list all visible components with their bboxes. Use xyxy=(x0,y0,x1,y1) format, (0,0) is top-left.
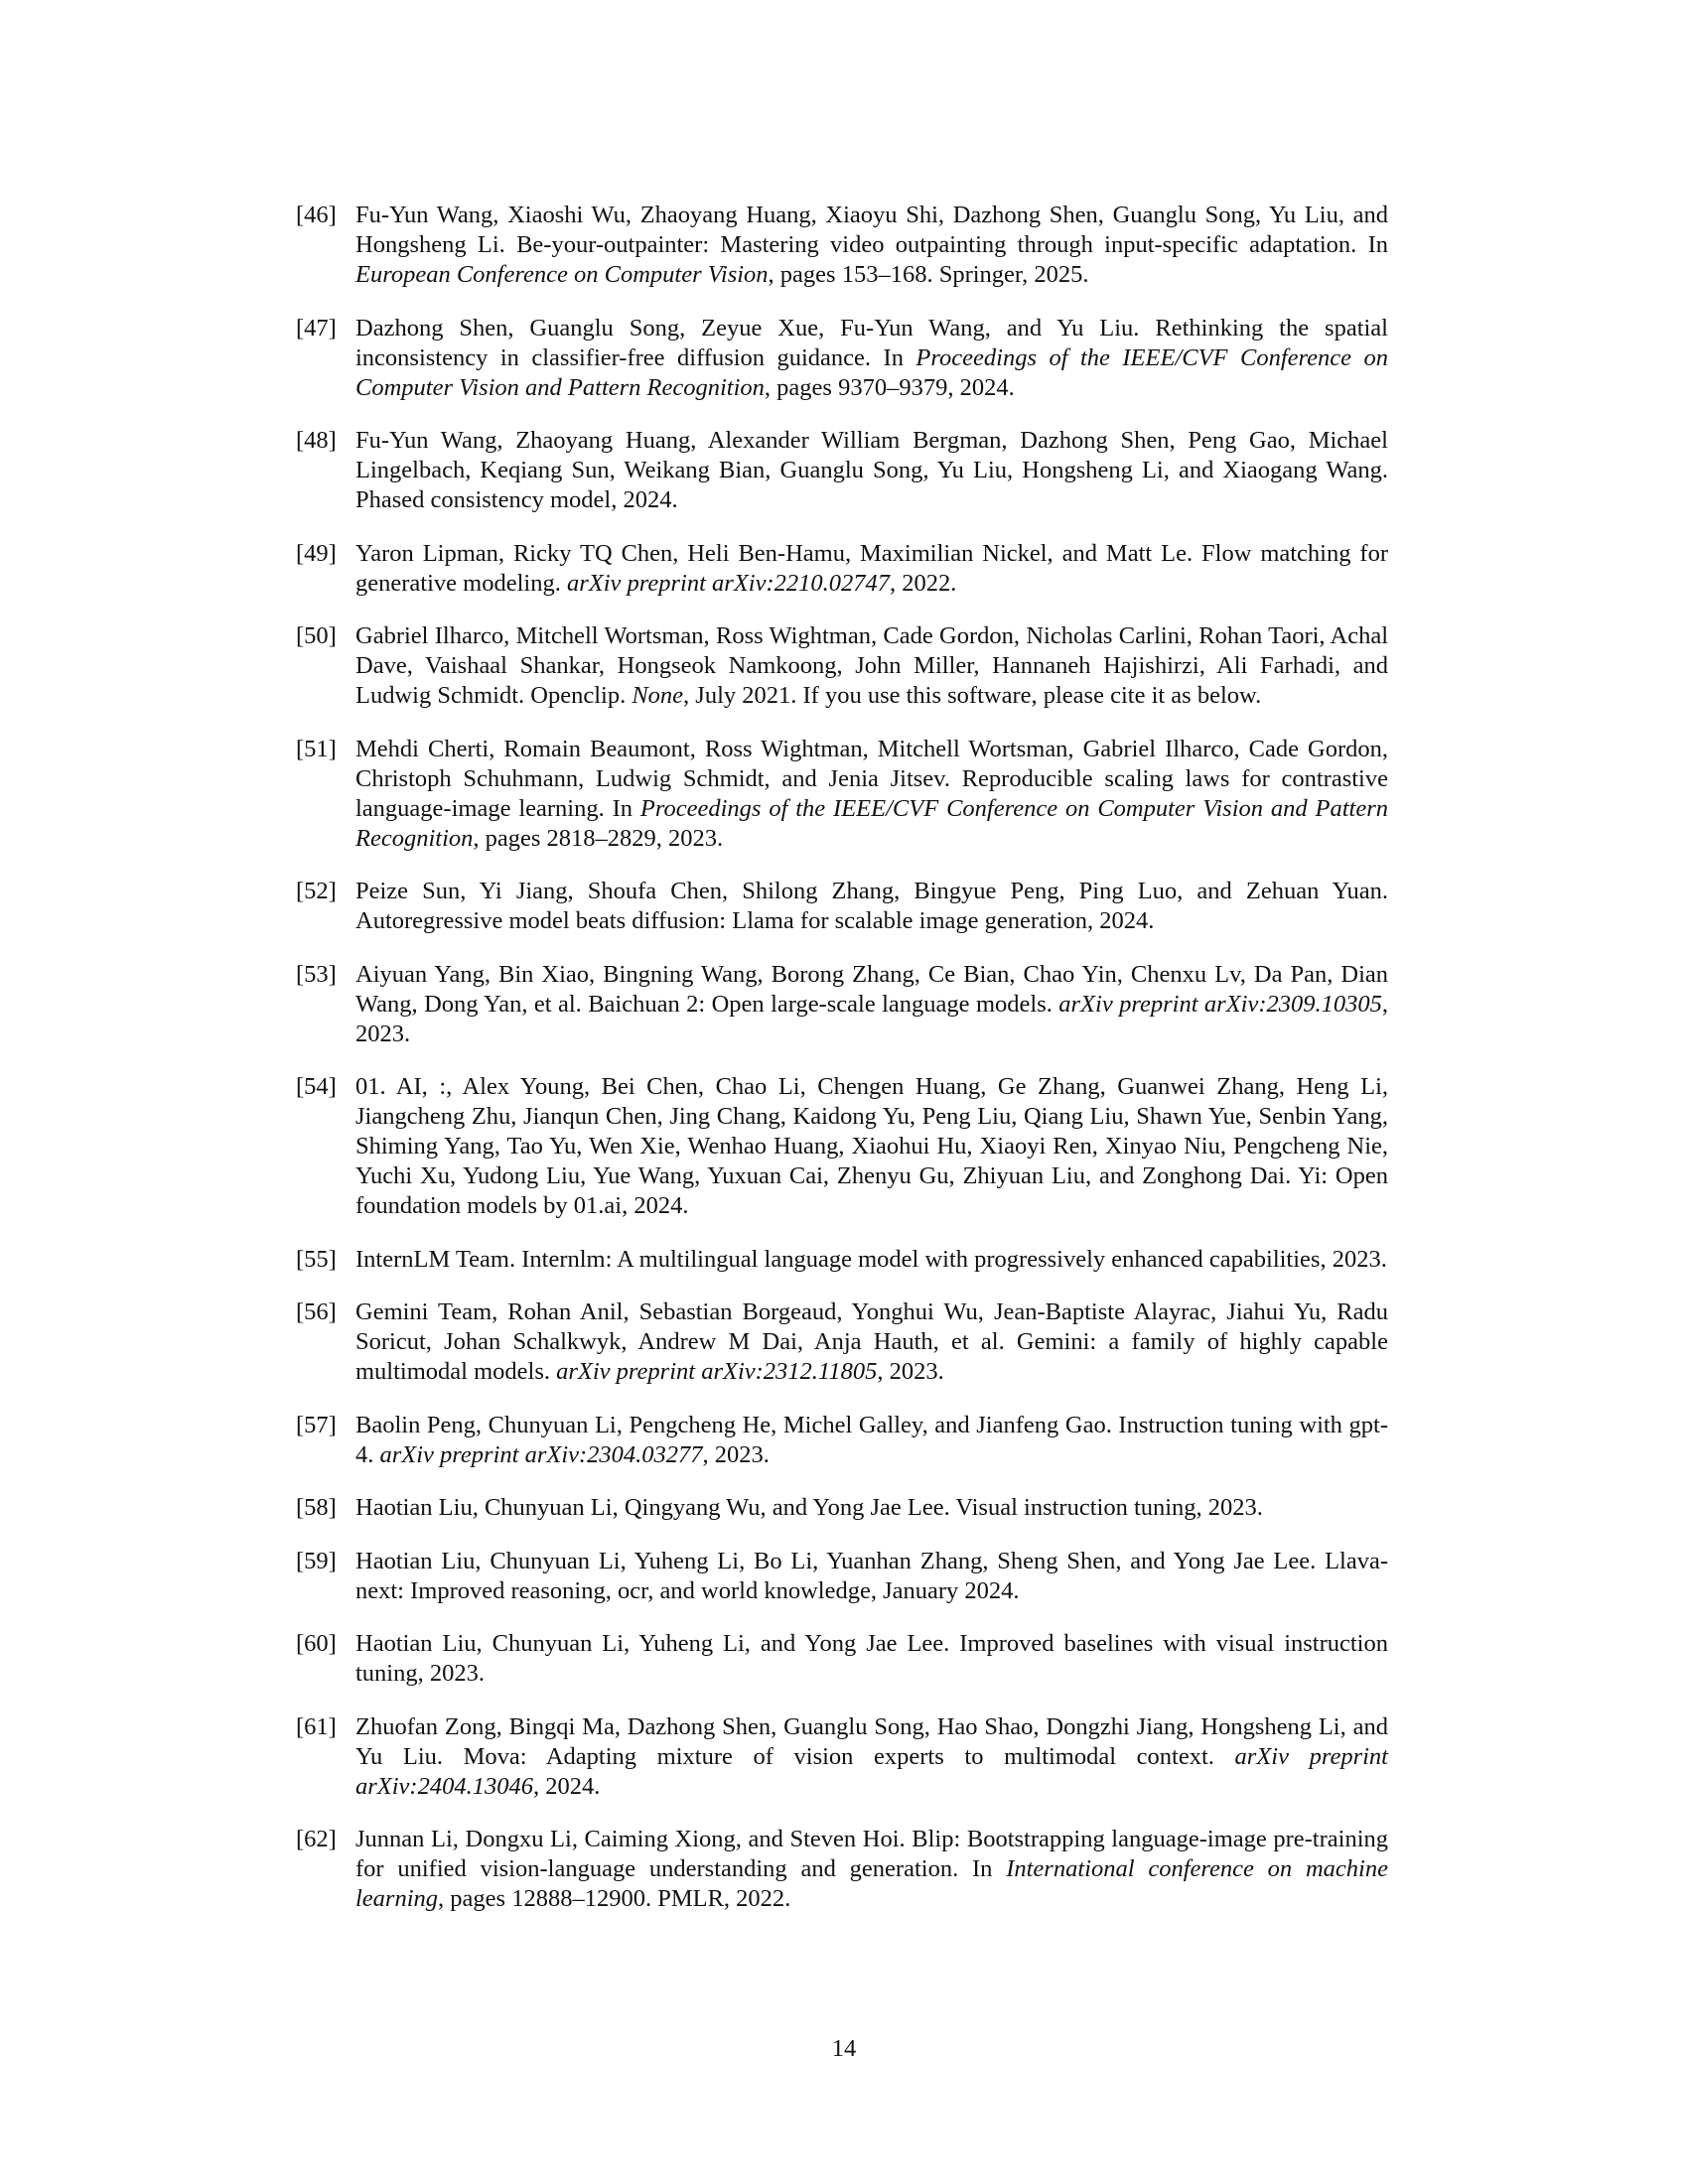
reference-number: [59] xyxy=(296,1547,337,1574)
reference-number: [51] xyxy=(296,735,337,762)
reference-item xyxy=(296,426,1388,515)
reference-segment: , 2023. xyxy=(702,1440,770,1468)
reference-text xyxy=(355,960,1388,1049)
reference-segment: Fu-Yun Wang, Xiaoshi Wu, Zhaoyang Huang, Xiaoyu Shi, Dazhong Shen, Guanglu Song, Yu Liu, and Hongsheng Li. Be-your-outpainter: Mastering video outpainting through input-specific adaptation. In xyxy=(355,202,1388,258)
reference-segment: Yaron Lipman, Ricky TQ Chen, Heli Ben-Hamu, Maximilian Nickel, and Matt Le. Flow matching for generative modeling. xyxy=(355,539,1388,597)
reference-number: [56] xyxy=(296,1298,337,1325)
reference-number: [47] xyxy=(296,314,337,341)
reference-text xyxy=(355,1825,1388,1914)
reference-venue: Proceedings of the IEEE/CVF Conference on Computer Vision and Pattern Recognition xyxy=(355,343,1388,401)
reference-segment: , pages 153–168. Springer, 2025. xyxy=(768,261,1089,288)
reference-number: [53] xyxy=(296,960,337,988)
reference-item xyxy=(296,1629,1388,1689)
reference-segment: , pages 9370–9379, 2024. xyxy=(764,373,1015,401)
reference-segment: Aiyuan Yang, Bin Xiao, Bingning Wang, Borong Zhang, Ce Bian, Chao Yin, Chenxu Lv, Da Pan, Dian Wang, Dong Yan, et al. Baichuan 2: Open large-scale language models. xyxy=(355,960,1388,1018)
reference-number: [55] xyxy=(296,1245,337,1273)
reference-segment: Haotian Liu, Chunyuan Li, Yuheng Li, Bo Li, Yuanhan Zhang, Sheng Shen, and Yong Jae Lee. Llava-next: Improved reasoning, ocr, and world knowledge, January 2024. xyxy=(355,1547,1388,1604)
reference-segment: , 2024. xyxy=(532,1772,601,1800)
reference-text xyxy=(355,426,1388,515)
reference-number: [58] xyxy=(296,1494,337,1521)
reference-number: [60] xyxy=(296,1630,337,1657)
reference-text xyxy=(355,877,1388,936)
reference-text xyxy=(355,1629,1388,1689)
reference-item xyxy=(296,1493,1388,1523)
reference-segment: Zhuofan Zong, Bingqi Ma, Dazhong Shen, Guanglu Song, Hao Shao, Dongzhi Jiang, Hongsheng Li, and Yu Liu. Mova: Adapting mixture of vision experts to multimodal context. xyxy=(355,1712,1388,1770)
reference-venue: arXiv preprint arXiv:2309.10305 xyxy=(1058,990,1382,1018)
reference-item xyxy=(296,201,1388,290)
reference-segment: 01. AI, :, Alex Young, Bei Chen, Chao Li, Chengen Huang, Ge Zhang, Guanwei Zhang, Heng Li, Jiangcheng Zhu, Jianqun Chen, Jing Chang, Kaidong Yu, Peng Liu, Qiang Liu, Shawn Yue, Senbin Yang, Shiming Yang, Tao Yu, Wen Xie, Wenhao Huang, Xiaohui Hu, Xiaoyi Ren, Xinyao Niu, Pengcheng Nie, Yuchi Xu, Yudong Liu, Yue Wang, Yuxuan Cai, Zhenyu Gu, Zhiyuan Liu, and Zonghong Dai. Yi: Open foundation models by 01.ai, 2024. xyxy=(355,1073,1388,1219)
reference-text xyxy=(355,539,1388,599)
reference-text xyxy=(355,201,1388,290)
reference-number: [49] xyxy=(296,539,337,567)
reference-number: [46] xyxy=(296,202,337,228)
reference-segment: , 2023. xyxy=(877,1358,944,1385)
reference-text xyxy=(355,314,1388,403)
reference-text xyxy=(355,1493,1388,1523)
reference-text xyxy=(355,1712,1388,1802)
reference-item xyxy=(296,1712,1388,1802)
reference-item xyxy=(296,1297,1388,1387)
reference-item xyxy=(296,877,1388,936)
reference-venue: European Conference on Computer Vision xyxy=(355,261,769,288)
reference-segment: , 2022. xyxy=(890,569,957,597)
reference-segment: Baolin Peng, Chunyuan Li, Pengcheng He, Michel Galley, and Jianfeng Gao. Instruction tuning with gpt-4. xyxy=(355,1411,1388,1468)
reference-segment: InternLM Team. Internlm: A multilingual language model with progressively enhanced capabilities, 2023. xyxy=(355,1245,1387,1273)
reference-segment: Haotian Liu, Chunyuan Li, Yuheng Li, and Yong Jae Lee. Improved baselines with visual instruction tuning, 2023. xyxy=(355,1630,1388,1687)
reference-venue: arXiv preprint arXiv:2304.03277 xyxy=(379,1440,703,1468)
reference-text xyxy=(355,1245,1388,1275)
reference-segment: Dazhong Shen, Guanglu Song, Zeyue Xue, Fu-Yun Wang, and Yu Liu. Rethinking the spatial inconsistency in classifier-free diffusion guidance. In xyxy=(355,314,1388,371)
reference-item xyxy=(296,1072,1388,1221)
reference-segment: Peize Sun, Yi Jiang, Shoufa Chen, Shilong Zhang, Bingyue Peng, Ping Luo, and Zehuan Yuan. Autoregressive model beats diffusion: Llama for scalable image generation, 2024. xyxy=(355,878,1388,934)
reference-segment: Junnan Li, Dongxu Li, Caiming Xiong, and Steven Hoi. Blip: Bootstrapping language-image pre-training for unified vision-language understanding and generation. In xyxy=(355,1826,1388,1882)
reference-item xyxy=(296,539,1388,599)
reference-text xyxy=(355,1411,1388,1470)
reference-segment: Gemini Team, Rohan Anil, Sebastian Borgeaud, Yonghui Wu, Jean-Baptiste Alayrac, Jiahui Yu, Radu Soricut, Johan Schalkwyk, Andrew M Dai, Anja Hauth, et al. Gemini: a family of highly capable multimodal models. xyxy=(355,1298,1388,1385)
reference-venue: arXiv preprint arXiv:2404.13046 xyxy=(355,1742,1388,1800)
reference-segment: , July 2021. If you use this software, please cite it as below. xyxy=(683,682,1262,709)
reference-segment: Mehdi Cherti, Romain Beaumont, Ross Wightman, Mitchell Wortsman, Gabriel Ilharco, Cade Gordon, Christoph Schuhmann, Ludwig Schmidt, and Jenia Jitsev. Reproducible scaling laws for contrastive language-image learning. In xyxy=(355,735,1388,822)
reference-item xyxy=(296,1411,1388,1470)
reference-text xyxy=(355,621,1388,711)
reference-number: [61] xyxy=(296,1712,337,1740)
reference-number: [62] xyxy=(296,1826,337,1852)
reference-venue: Proceedings of the IEEE/CVF Conference on Computer Vision and Pattern Recognition xyxy=(355,794,1388,852)
reference-segment: , pages 2818–2829, 2023. xyxy=(473,824,724,852)
reference-text xyxy=(355,1297,1388,1387)
reference-venue: arXiv preprint arXiv:2210.02747 xyxy=(566,569,890,597)
reference-item xyxy=(296,621,1388,711)
reference-venue: None xyxy=(632,682,684,709)
reference-item xyxy=(296,1245,1388,1275)
reference-number: [57] xyxy=(296,1411,337,1438)
page-number: 14 xyxy=(831,2035,857,2062)
reference-list xyxy=(296,201,1388,1938)
reference-segment: Haotian Liu, Chunyuan Li, Qingyang Wu, and Yong Jae Lee. Visual instruction tuning, 2023. xyxy=(355,1494,1263,1521)
reference-segment: Gabriel Ilharco, Mitchell Wortsman, Ross Wightman, Cade Gordon, Nicholas Carlini, Rohan Taori, Achal Dave, Vaishaal Shankar, Hongseok Namkoong, John Miller, Hannaneh Hajishirzi, Ali Farhadi, and Ludwig Schmidt. Openclip. xyxy=(355,622,1388,709)
reference-text xyxy=(355,735,1388,854)
reference-number: [52] xyxy=(296,878,337,904)
reference-item xyxy=(296,960,1388,1049)
reference-segment: , pages 12888–12900. PMLR, 2022. xyxy=(438,1885,791,1912)
reference-segment: , 2023. xyxy=(355,990,1388,1047)
reference-segment: Fu-Yun Wang, Zhaoyang Huang, Alexander William Bergman, Dazhong Shen, Peng Gao, Michael Lingelbach, Keqiang Sun, Weikang Bian, Guanglu Song, Yu Liu, Hongsheng Li, and Xiaogang Wang. Phased consistency model, 2024. xyxy=(355,427,1388,513)
reference-number: [50] xyxy=(296,622,337,649)
reference-venue: arXiv preprint arXiv:2312.11805 xyxy=(556,1358,878,1385)
reference-venue: International conference on machine learning xyxy=(355,1855,1388,1912)
reference-item xyxy=(296,735,1388,854)
reference-item xyxy=(296,1825,1388,1914)
reference-text xyxy=(355,1072,1388,1221)
reference-number: [48] xyxy=(296,427,337,454)
reference-item xyxy=(296,1547,1388,1606)
reference-number: [54] xyxy=(296,1073,337,1100)
reference-text xyxy=(355,1547,1388,1606)
reference-item xyxy=(296,314,1388,403)
